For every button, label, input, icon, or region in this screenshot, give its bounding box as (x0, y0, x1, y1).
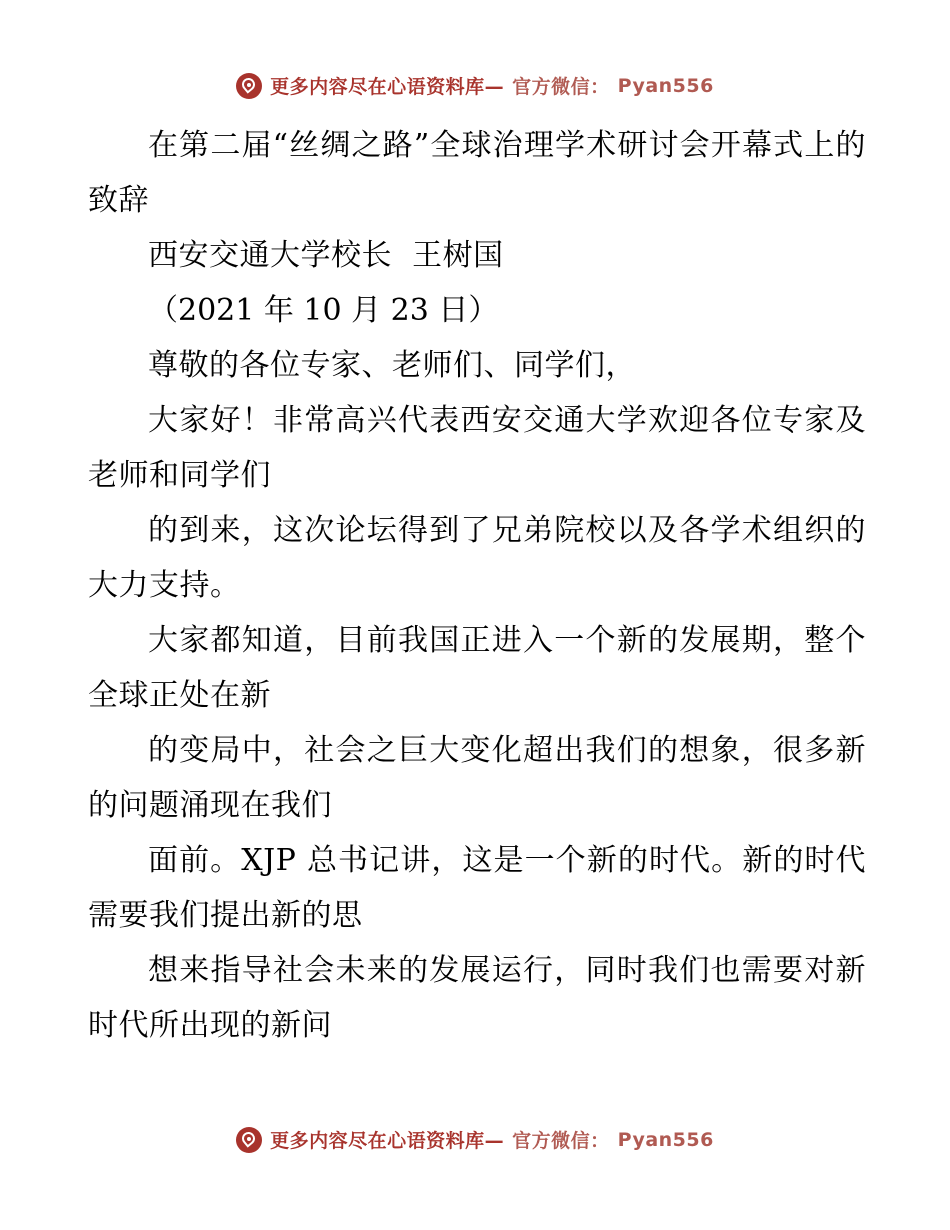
watermark-sub-text: 官方微信： (512, 76, 610, 98)
watermark-main-text: 更多内容尽在心语资料库— (270, 1130, 505, 1152)
paragraph-body-2: 的到来，这次论坛得到了兄弟院校以及各学术组织的大力支持。 (88, 513, 866, 603)
paragraph-author: 西安交通大学校长 王树国 (148, 238, 504, 273)
paragraph-salutation: 尊敬的各位专家、老师们、同学们， (148, 348, 636, 383)
paragraph-body-4: 的变局中，社会之巨大变化超出我们的想象，很多新的问题涌现在我们 (88, 733, 866, 823)
location-pin-icon (236, 73, 262, 99)
document-body (88, 118, 866, 1053)
paragraph-title: 在第二届“丝绸之路”全球治理学术研讨会开幕式上的致辞 (88, 128, 866, 218)
watermark-id-text: Pyan556 (617, 1128, 714, 1151)
watermark-top (0, 72, 950, 99)
paragraph-body-3: 大家都知道，目前我国正进入一个新的发展期，整个全球正处在新 (88, 623, 866, 713)
location-pin-icon (236, 1127, 262, 1153)
paragraph-body-5: 面前。XJP 总书记讲，这是一个新的时代。新的时代需要我们提出新的思 (88, 843, 866, 933)
paragraph-date: （2021 年 10 月 23 日） (148, 293, 499, 328)
watermark-id-text: Pyan556 (617, 74, 714, 97)
watermark-main-text: 更多内容尽在心语资料库— (270, 76, 505, 98)
watermark-bottom (0, 1126, 950, 1153)
paragraph-body-1: 大家好！非常高兴代表西安交通大学欢迎各位专家及老师和同学们 (88, 403, 866, 493)
paragraph-body-6: 想来指导社会未来的发展运行，同时我们也需要对新时代所出现的新问 (88, 953, 866, 1043)
watermark-sub-text: 官方微信： (512, 1130, 610, 1152)
